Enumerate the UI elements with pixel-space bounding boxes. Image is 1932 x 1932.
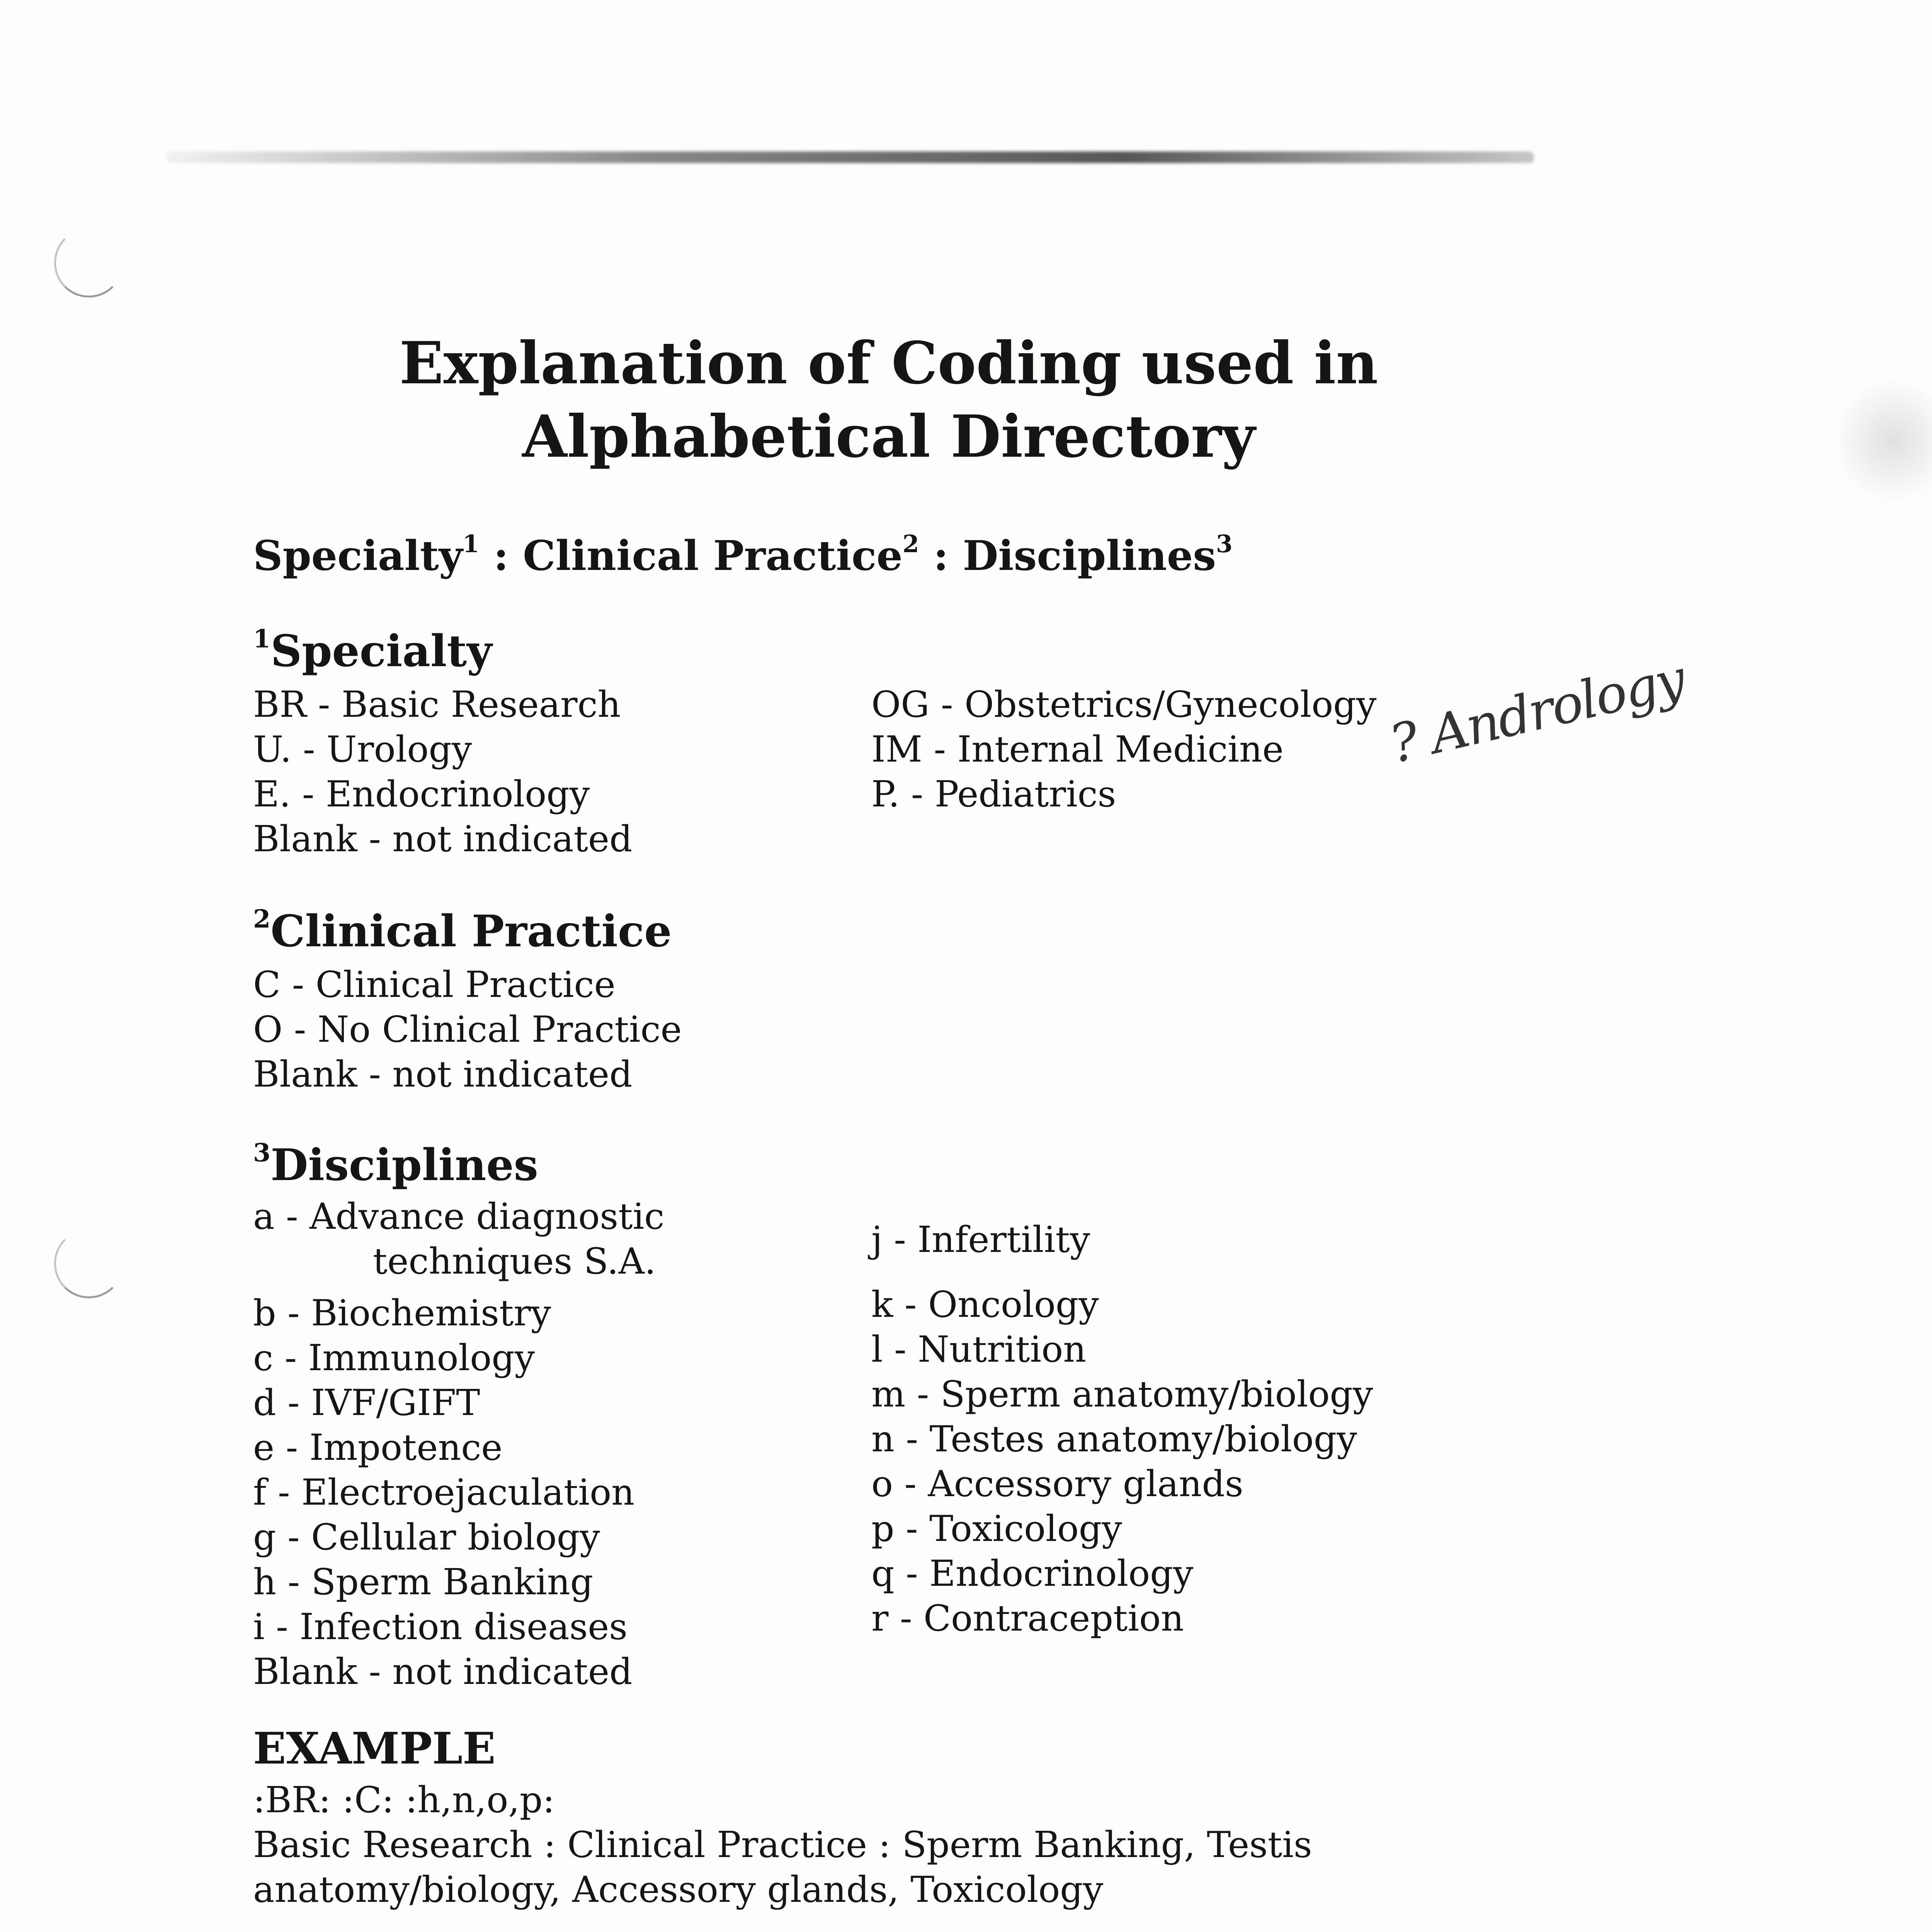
clinical-practice-heading xyxy=(253,906,672,957)
list-item: b - Biochemistry xyxy=(253,1292,551,1334)
format-sup-1: 1 xyxy=(463,530,480,558)
example-line-1: Basic Research : Clinical Practice : Sperm Banking, Testis xyxy=(253,1824,1312,1866)
list-item: d - IVF/GIFT xyxy=(253,1382,480,1423)
format-disciplines: Disciplines xyxy=(963,531,1216,580)
list-item: OG - Obstetrics/Gynecology xyxy=(871,684,1377,725)
handwritten-note: ? Andrology xyxy=(1384,648,1690,775)
specialty-heading xyxy=(253,626,492,677)
punch-hole-middle xyxy=(54,1229,124,1298)
list-item: Blank - not indicated xyxy=(253,818,633,860)
disciplines-list-left xyxy=(253,1194,664,1694)
list-item: U. - Urology xyxy=(253,728,472,770)
example-heading: EXAMPLE xyxy=(253,1723,496,1774)
list-item: P. - Pediatrics xyxy=(871,773,1116,815)
list-item: a - Advance diagnostic xyxy=(253,1196,665,1237)
disciplines-list-right xyxy=(871,1217,1373,1641)
format-sup-3: 3 xyxy=(1216,530,1233,558)
title-line-2: Alphabetical Directory xyxy=(522,403,1255,471)
disciplines-heading xyxy=(253,1140,538,1190)
list-item: m - Sperm anatomy/biology xyxy=(871,1373,1373,1415)
clinical-practice-list xyxy=(253,962,682,1097)
disciplines-sup: 3 xyxy=(253,1138,271,1168)
format-sup-2: 2 xyxy=(902,530,919,558)
format-separator-1: : xyxy=(479,531,523,580)
page-title xyxy=(270,327,1507,473)
format-clinical-practice: Clinical Practice xyxy=(523,531,903,580)
list-item: q - Endocrinology xyxy=(871,1553,1194,1594)
punch-hole-top xyxy=(54,228,124,298)
list-item: r - Contraception xyxy=(871,1597,1184,1639)
list-item: g - Cellular biology xyxy=(253,1516,600,1558)
list-item: e - Impotence xyxy=(253,1427,503,1468)
list-item: h - Sperm Banking xyxy=(253,1561,594,1603)
list-item: l - Nutrition xyxy=(871,1328,1087,1370)
list-item: k - Oncology xyxy=(871,1284,1099,1325)
list-item: Blank - not indicated xyxy=(253,1053,633,1095)
list-item: p - Toxicology xyxy=(871,1508,1122,1549)
list-item: i - Infection diseases xyxy=(253,1606,628,1648)
list-item: O - No Clinical Practice xyxy=(253,1009,682,1050)
clinical-practice-heading-text: Clinical Practice xyxy=(270,906,672,957)
clinical-practice-sup: 2 xyxy=(253,904,271,934)
list-item: o - Accessory glands xyxy=(871,1463,1243,1505)
example-line-2: anatomy/biology, Accessory glands, Toxicology xyxy=(253,1869,1104,1910)
coding-format-line xyxy=(253,531,1233,580)
list-item: j - Infertility xyxy=(871,1219,1090,1260)
specialty-sup: 1 xyxy=(253,624,271,654)
list-item: Blank - not indicated xyxy=(253,1651,633,1692)
example-block xyxy=(253,1777,1312,1912)
title-line-1: Explanation of Coding used in xyxy=(399,329,1378,397)
example-code: :BR: :C: :h,n,o,p: xyxy=(253,1779,555,1821)
list-item: IM - Internal Medicine xyxy=(871,728,1284,770)
scan-artifact-bar xyxy=(166,151,1534,163)
list-item: E. - Endocrinology xyxy=(253,773,590,815)
specialty-heading-text: Specialty xyxy=(270,626,492,677)
specialty-list-left xyxy=(253,682,633,861)
format-separator-2: : xyxy=(919,531,963,580)
specialty-list-right xyxy=(871,682,1376,816)
list-item: BR - Basic Research xyxy=(253,684,621,725)
list-item: n - Testes anatomy/biology xyxy=(871,1418,1357,1460)
list-item-continuation: techniques S.A. xyxy=(373,1240,656,1282)
scan-smudge-top xyxy=(1839,371,1932,510)
list-item: C - Clinical Practice xyxy=(253,964,616,1005)
list-item: c - Immunology xyxy=(253,1337,535,1379)
list-item: f - Electroejaculation xyxy=(253,1471,635,1513)
format-specialty: Specialty xyxy=(253,531,463,580)
disciplines-heading-text: Disciplines xyxy=(270,1140,538,1190)
